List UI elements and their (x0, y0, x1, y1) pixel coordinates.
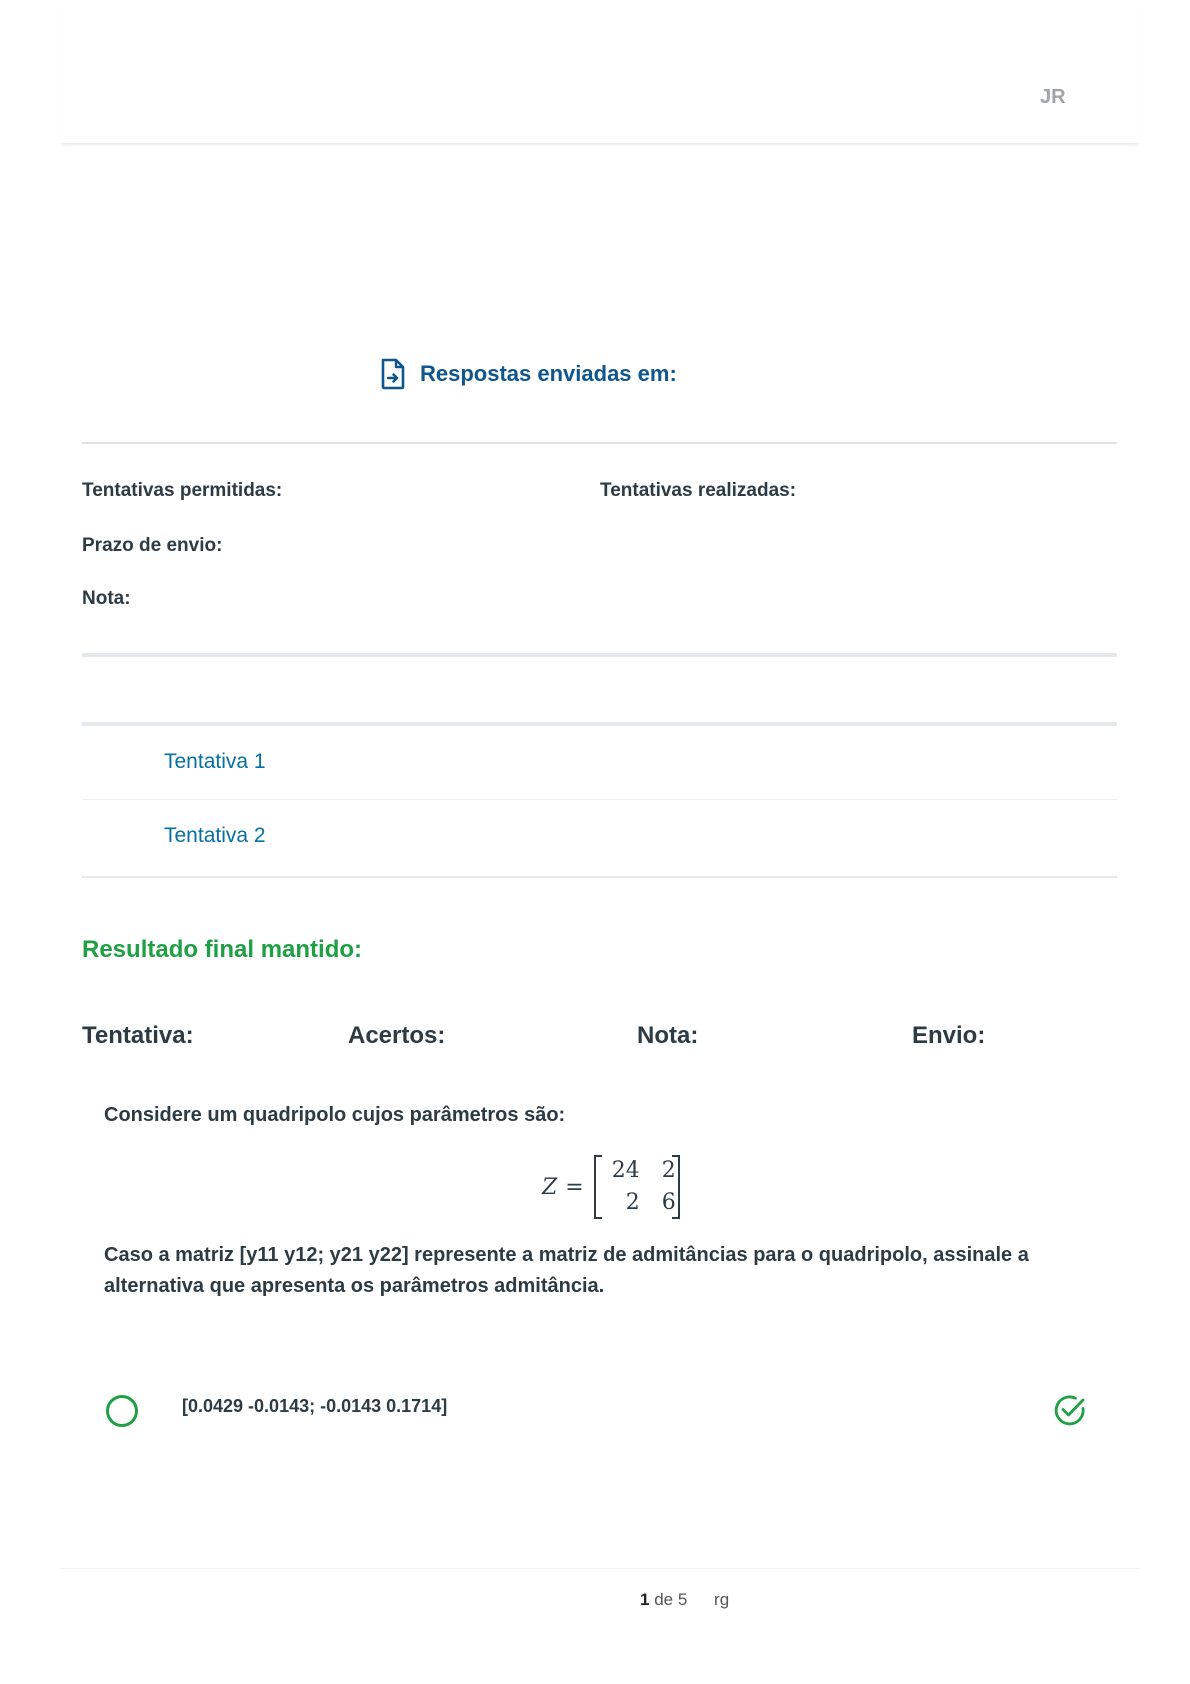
footer-divider (60, 1568, 1140, 1569)
matrix-cell: 24 (611, 1158, 640, 1183)
column-hits: Acertos: (348, 1022, 446, 1049)
impedance-matrix (542, 1155, 680, 1219)
footer-extra: rg (714, 1590, 730, 1609)
attempt-1-link[interactable]: Tentativa 1 (164, 750, 266, 773)
answer-text: [0.0429 -0.0143; -0.0143 0.1714] (182, 1396, 448, 1416)
page-current: 1 (640, 1590, 650, 1609)
grade-label: Nota: (82, 588, 131, 609)
question-statement: Caso a matriz [y11 y12; y21 y22] represente a matriz de admitâncias para o quadripolo, assinale a alternativa que apresenta os parâmetros admitância. (104, 1244, 1029, 1297)
matrix-cell: 6 (661, 1190, 676, 1215)
attempts-allowed-label: Tentativas permitidas: (82, 480, 283, 501)
matrix-cell: 2 (661, 1158, 676, 1183)
correct-check-icon (1053, 1393, 1087, 1427)
matrix-equals: = (565, 1174, 584, 1200)
submission-info (380, 358, 677, 390)
question-intro: Considere um quadripolo cujos parâmetros são: (104, 1104, 566, 1126)
divider (82, 653, 1117, 657)
deadline-label: Prazo de envio: (82, 535, 223, 556)
list-item (82, 800, 1117, 872)
answer-radio[interactable] (106, 1395, 138, 1427)
attempts-list (82, 722, 1117, 878)
attempts-made-label: Tentativas realizadas: (600, 480, 797, 501)
column-submission: Envio: (912, 1022, 986, 1049)
divider (82, 442, 1117, 444)
submission-label: Respostas enviadas em: (420, 361, 677, 386)
top-header (60, 0, 1140, 143)
document-arrow-icon (380, 358, 406, 390)
column-grade: Nota: (637, 1022, 699, 1049)
matrix-body (594, 1155, 680, 1219)
final-result-title: Resultado final mantido: (82, 936, 363, 963)
page-total: de 5 (654, 1590, 688, 1609)
matrix-variable: Z (542, 1174, 558, 1200)
user-initials[interactable]: JR (1040, 86, 1066, 108)
attempt-2-link[interactable]: Tentativa 2 (164, 824, 266, 847)
column-attempt: Tentativa: (82, 1022, 194, 1049)
list-item (82, 726, 1117, 798)
matrix-cell: 2 (625, 1190, 640, 1215)
page-indicator (640, 1590, 729, 1610)
